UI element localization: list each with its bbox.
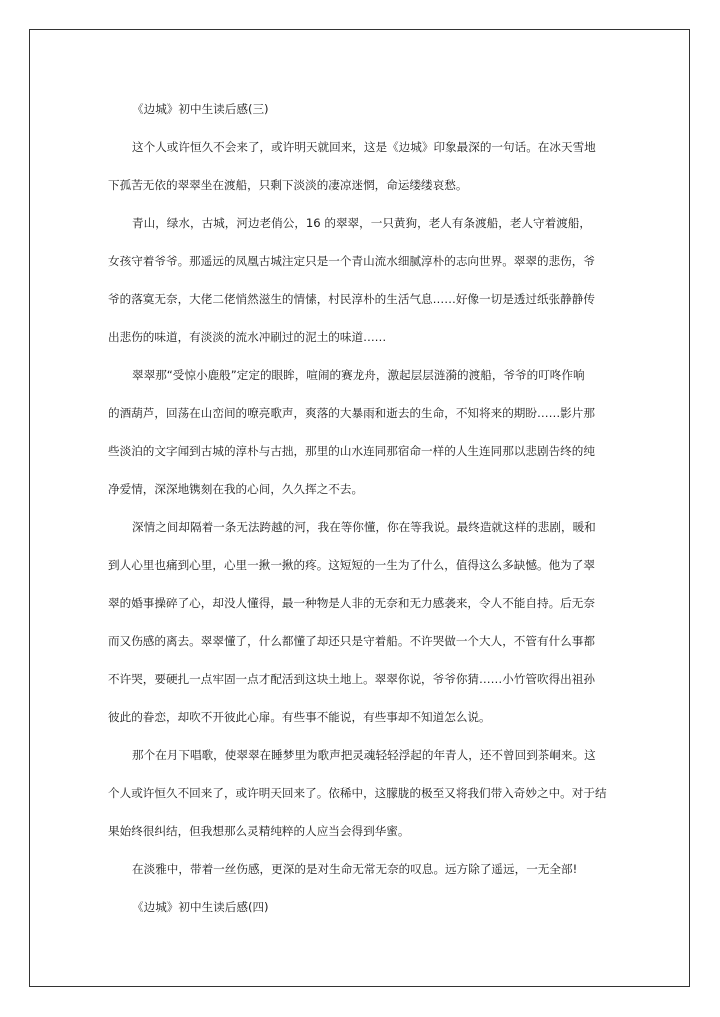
text-line: 翠的婚事操碎了心，却没人懂得，最一种物是人非的无奈和无力感袭来，令人不能自持。后无奈 [108, 596, 595, 610]
document-body [108, 96, 614, 932]
section-heading: 《边城》初中生读后感(四) [132, 900, 269, 914]
text-line: 的酒葫芦，回荡在山峦间的嘹亮歌声，爽落的大暴雨和逝去的生命，不知将来的期盼……影片那 [108, 406, 595, 420]
text-line: 深情之间却隔着一条无法跨越的河，我在等你懂，你在等我说。最终造就这样的悲剧，暖和 [132, 520, 596, 534]
text-line: 而又伤感的离去。翠翠懂了，什么都懂了却还只是守着船。不许哭做一个大人，不管有什么事都 [108, 634, 595, 648]
text-line: 翠翠那“受惊小鹿般”定定的眼眸，喧闹的赛龙舟，激起层层涟漪的渡船，爷爷的叮咚作响 [132, 368, 585, 382]
text-line: 下孤苦无依的翠翠坐在渡船，只剩下淡淡的凄凉迷惘，命运缕缕哀愁。 [108, 178, 468, 192]
text-line: 到人心里也痛到心里，心里一揪一揪的疼。这短短的一生为了什么，值得这么多缺憾。他为了翠 [108, 558, 595, 572]
text-line: 出悲伤的味道，有淡淡的流水冲刷过的泥土的味道…… [108, 330, 387, 344]
text-line: 不许哭，要硬扎一点牢固一点才配活到这块土地上。翠翠你说，爷爷你猜……小竹管吹得出祖孙 [108, 672, 595, 686]
text-line: 些淡泊的文字闻到古城的淳朴与古拙，那里的山水连同那宿命一样的人生连同那以悲剧告终的纯 [108, 444, 595, 458]
text-line: 爷的落寞无奈，大佬二佬悄然滋生的情愫，村民淳朴的生活气息……好像一切是透过纸张静静传 [108, 292, 595, 306]
text-line: 这个人或许恒久不会来了，或许明天就回来，这是《边城》印象最深的一句话。在冰天雪地 [132, 140, 596, 154]
text-line: 果始终很纠结，但我想那么灵精纯粹的人应当会得到华蜜。 [108, 824, 410, 838]
text-line: 净爱情，深深地镌刻在我的心间，久久挥之不去。 [108, 482, 364, 496]
text-line: 那个在月下唱歌，使翠翠在睡梦里为歌声把灵魂轻轻浮起的年青人，还不曾回到茶峒来。这 [132, 748, 596, 762]
text-line: 青山，绿水，古城，河边老俏公，16 的翠翠，一只黄狗，老人有条渡船，老人守着渡船， [132, 216, 592, 230]
text-line: 在淡雅中，带着一丝伤感，更深的是对生命无常无奈的叹息。远方除了遥远，一无全部! [132, 862, 578, 876]
text-line: 彼此的眷恋，却吹不开彼此心扉。有些事不能说，有些事却不知道怎么说。 [108, 710, 491, 724]
text-line: 女孩守着爷爷。那遥远的凤凰古城注定只是一个青山流水细腻淳朴的志向世界。翠翠的悲伤，爷 [108, 254, 595, 268]
text-line: 个人或许恒久不回来了，或许明天回来了。依稀中，这朦胧的极至又将我们带入奇妙之中。对于结 [108, 786, 607, 800]
section-heading: 《边城》初中生读后感(三) [132, 102, 269, 116]
